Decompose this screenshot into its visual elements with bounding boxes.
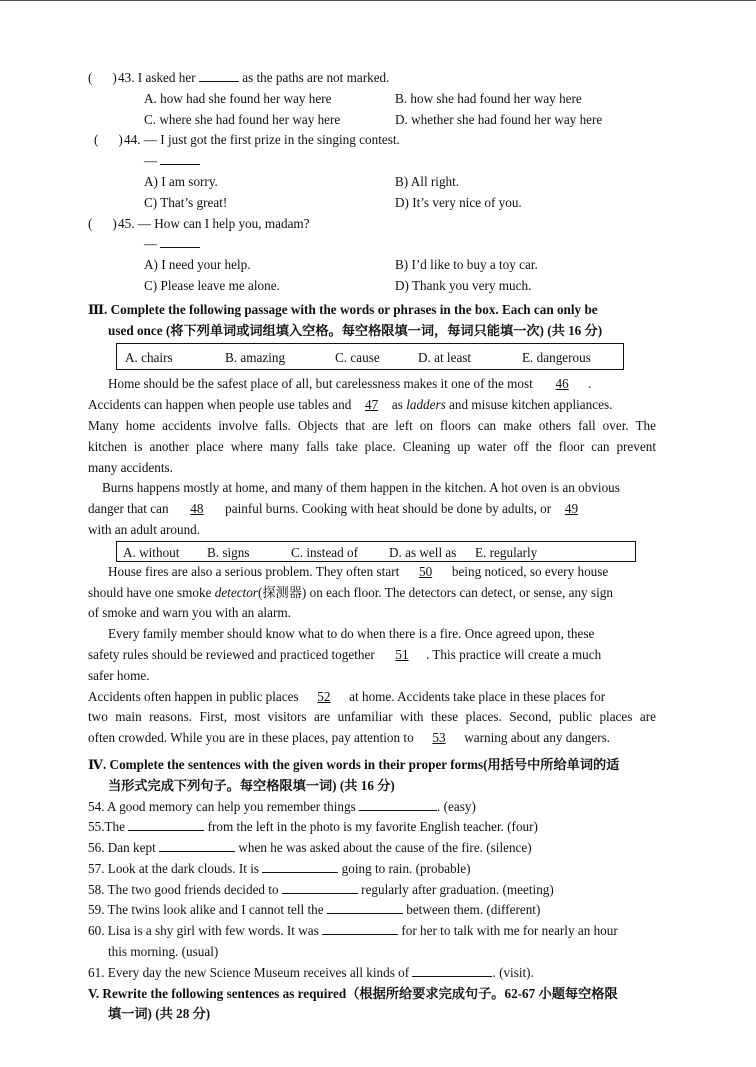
word-option: A. chairs	[125, 350, 173, 366]
option-a[interactable]: A. how had she found her way here	[144, 90, 332, 106]
passage-line: of smoke and warn you with an alarm.	[88, 605, 291, 621]
passage-text: . This practice will create a much	[426, 646, 602, 662]
passage-text: painful burns. Cooking with heat should be done by adults, or	[225, 501, 552, 517]
question-45	[88, 214, 656, 235]
passage-line	[88, 499, 656, 520]
passage-italic: detector	[214, 584, 258, 600]
option-d[interactable]: D) Thank you very much.	[395, 277, 532, 293]
word-option: D. at least	[418, 350, 472, 366]
passage-text: safety rules should be reviewed and practiced together	[88, 646, 375, 662]
passage-line	[88, 583, 656, 604]
sentence-text: between them. (different)	[406, 902, 541, 918]
sentence-59	[88, 900, 656, 921]
answer-bracket-open: (	[88, 215, 93, 231]
word-option: B. signs	[207, 544, 250, 560]
question-43	[88, 68, 656, 89]
blank-48[interactable]: 48	[190, 501, 204, 517]
passage-text: as	[391, 397, 403, 413]
answer-blank[interactable]	[159, 838, 235, 852]
sentence-56	[88, 838, 656, 859]
passage-line	[88, 395, 656, 416]
dialogue-dash: —	[144, 236, 158, 252]
options-row	[88, 172, 656, 193]
sentence-text: 61. Every day the new Science Museum receives all kinds of	[88, 964, 410, 980]
blank-50[interactable]: 50	[418, 563, 433, 579]
word-option: E. regularly	[475, 544, 538, 560]
blank-52[interactable]: 52	[317, 688, 331, 704]
sentence-text: for her to talk with me for nearly an hour	[401, 923, 618, 939]
sentence-text: 56. Dan kept	[88, 840, 156, 856]
sentence-60-cont: this morning. (usual)	[108, 944, 219, 960]
passage-text: being noticed, so every house	[451, 563, 609, 579]
passage-text: Accidents can happen when people use tables and	[88, 397, 352, 413]
sentence-text: 60. Lisa is a shy girl with few words. It was	[88, 923, 319, 939]
answer-bracket-open: (	[88, 70, 93, 85]
sentence-57	[88, 859, 656, 880]
options-row	[88, 255, 656, 276]
answer-line	[88, 234, 656, 255]
word-option: E. dangerous	[522, 350, 591, 366]
options-row	[88, 193, 656, 214]
passage-line: Every family member should know what to do when there is a fire. Once agreed upon, these	[108, 626, 595, 642]
question-text: 44. — I just got the first prize in the singing contest.	[124, 132, 400, 148]
word-option: C. cause	[335, 350, 380, 366]
question-44	[88, 130, 656, 151]
question-text: as the paths are not marked.	[242, 70, 390, 85]
dialogue-dash: —	[144, 153, 158, 169]
passage-line: kitchen is another place where many falls take place. Cleaning up water off the floor can prevent	[88, 438, 656, 454]
blank-46[interactable]: 46	[555, 376, 569, 392]
sentence-61	[88, 963, 656, 984]
passage-italic: ladders	[406, 397, 446, 413]
passage-line	[88, 687, 656, 708]
answer-blank[interactable]	[160, 151, 200, 165]
passage-line: with an adult around.	[88, 521, 201, 537]
passage-text: Accidents often happen in public places	[88, 688, 299, 704]
word-option: D. as well as	[389, 544, 457, 560]
section-5-title: V. Rewrite the following sentences as required（根据所给要求完成句子。62-67 小题每空格限	[88, 985, 618, 1001]
passage-line: Many home accidents involve falls. Objects that are left on floors can make others fall over. The	[88, 417, 656, 433]
option-d[interactable]: D) It’s very nice of you.	[395, 194, 522, 210]
blank-53[interactable]: 53	[432, 730, 446, 746]
option-b[interactable]: B) All right.	[395, 173, 460, 189]
passage-text: .	[588, 376, 592, 392]
options-row	[88, 276, 656, 297]
passage-line: safer home.	[88, 667, 150, 683]
word-option: B. amazing	[225, 350, 286, 366]
sentence-text: . (easy)	[437, 798, 476, 814]
options-row	[88, 89, 656, 110]
passage-text: Home should be the safest place of all, but carelessness makes it one of the most	[108, 376, 533, 392]
answer-blank[interactable]	[282, 880, 358, 894]
sentence-text: . (visit).	[492, 964, 534, 980]
section-3-title: Ⅲ. Complete the following passage with the words or phrases in the box. Each can only be	[88, 301, 598, 317]
answer-blank[interactable]	[359, 797, 437, 811]
passage-text: danger that can	[88, 501, 169, 517]
passage-line: many accidents.	[88, 459, 173, 475]
sentence-text: going to rain. (probable)	[341, 860, 471, 876]
passage-text: should have one smoke	[88, 584, 212, 600]
passage-line: two main reasons. First, most visitors are unfamiliar with these places. Second, public places are	[88, 709, 656, 725]
question-text: 43. I asked her	[118, 70, 196, 85]
word-option: A. without	[123, 544, 180, 560]
passage-text: House fires are also a serious problem. They often start	[108, 563, 400, 579]
answer-blank[interactable]	[128, 817, 204, 831]
answer-line	[88, 151, 656, 172]
word-option: C. instead of	[291, 544, 359, 560]
answer-blank[interactable]	[262, 859, 338, 873]
answer-bracket-open: (	[94, 132, 99, 148]
sentence-55	[88, 817, 656, 838]
sentence-60	[88, 921, 656, 942]
section-3-title-cont: used once (将下列单词或词组填入空格。每空格限填一词，每词只能填一次) (共 16 分)	[108, 322, 603, 338]
sentence-text: regularly after graduation. (meeting)	[361, 881, 554, 897]
option-c[interactable]: C) Please leave me alone.	[144, 277, 280, 293]
option-c[interactable]: C) That’s great!	[144, 194, 228, 210]
question-text: 45. — How can I help you, madam?	[118, 215, 310, 231]
sentence-text: from the left in the photo is my favorite English teacher. (four)	[207, 819, 538, 835]
passage-text: often crowded. While you are in these places, pay attention to	[88, 730, 414, 746]
answer-bracket-close: )	[112, 70, 117, 85]
answer-blank[interactable]	[160, 234, 200, 248]
exam-page	[88, 68, 656, 1025]
passage-line	[88, 562, 656, 583]
option-b[interactable]: B) I’d like to buy a toy car.	[395, 257, 538, 273]
passage-text: warning about any dangers.	[464, 730, 611, 746]
option-b[interactable]: B. how she had found her way here	[395, 90, 582, 106]
sentence-text: 59. The twins look alike and I cannot tell the	[88, 902, 324, 918]
answer-blank[interactable]	[327, 900, 403, 914]
option-c[interactable]: C. where she had found her way here	[144, 111, 341, 127]
passage-line: Burns happens mostly at home, and many of them happen in the kitchen. A hot oven is an obvious	[102, 480, 620, 496]
word-box-1	[116, 343, 624, 370]
options-row	[88, 110, 656, 131]
sentence-text: when he was asked about the cause of the fire. (silence)	[238, 840, 532, 856]
sentence-58	[88, 880, 656, 901]
answer-blank[interactable]	[412, 963, 492, 977]
answer-blank[interactable]	[199, 68, 239, 82]
blank-51[interactable]: 51	[395, 646, 409, 662]
answer-bracket-close: )	[112, 215, 117, 231]
sentence-text: 57. Look at the dark clouds. It is	[88, 860, 260, 876]
answer-bracket-close: )	[118, 132, 123, 148]
sentence-text: 58. The two good friends decided to	[88, 881, 279, 897]
passage-line	[88, 645, 656, 666]
passage-text: (探测器) on each floor. The detectors can detect, or sense, any sign	[257, 584, 613, 600]
word-box-2	[116, 541, 636, 562]
answer-blank[interactable]	[322, 921, 398, 935]
section-4-title: Ⅳ. Complete the sentences with the given words in their proper forms(用括号中所给单词的适	[88, 756, 620, 772]
option-d[interactable]: D. whether she had found her way here	[395, 111, 603, 127]
section-5-title-cont: 填一词) (共 28 分)	[108, 1006, 211, 1022]
option-a[interactable]: A) I need your help.	[144, 257, 251, 273]
sentence-text: 55.The	[88, 819, 125, 835]
section-4-title-cont: 当形式完成下列句子。每空格限填一词) (共 16 分)	[108, 777, 395, 793]
sentence-text: 54. A good memory can help you remember things	[88, 798, 356, 814]
top-border	[0, 0, 756, 1]
blank-47[interactable]: 47	[365, 397, 379, 413]
blank-49[interactable]: 49	[564, 501, 579, 517]
passage-line	[88, 728, 656, 749]
passage-text: at home. Accidents take place in these places for	[349, 688, 606, 704]
passage-line	[88, 374, 656, 395]
option-a[interactable]: A) I am sorry.	[144, 173, 218, 189]
passage-text: and misuse kitchen appliances.	[449, 397, 613, 413]
sentence-54	[88, 797, 656, 818]
